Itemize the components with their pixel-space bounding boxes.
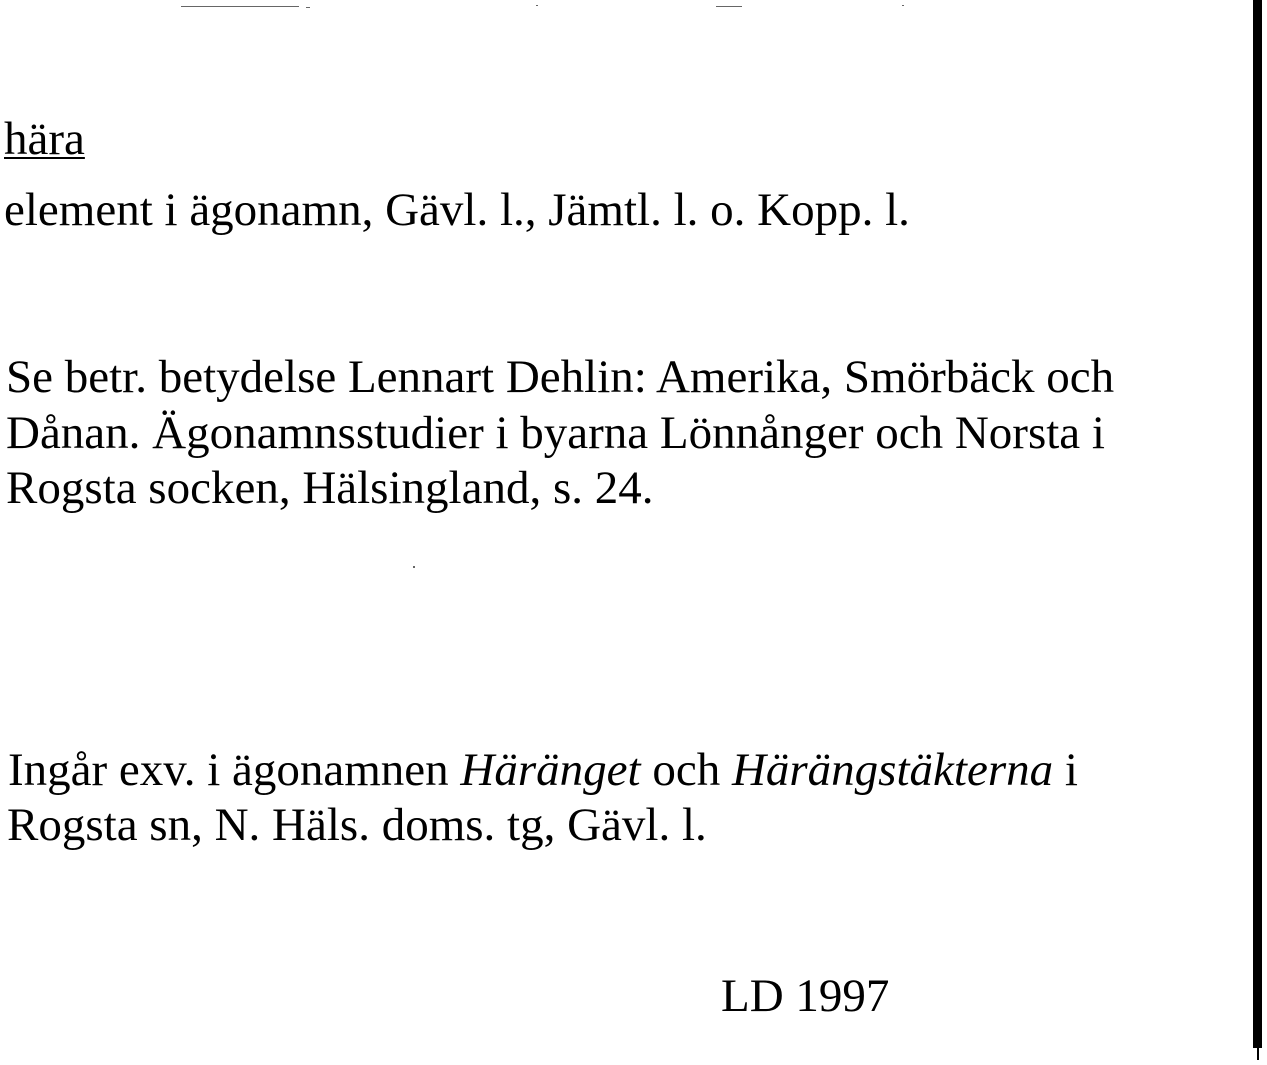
scan-artifact xyxy=(716,6,742,7)
reference-line: Dånan. Ägonamnsstudier i byarna Lönnånger och Norsta i xyxy=(6,407,1105,459)
headword: hära xyxy=(4,113,85,165)
scan-edge-bar xyxy=(1253,0,1262,1048)
example-line xyxy=(8,744,1078,796)
example-text: i xyxy=(1053,744,1078,796)
signature: LD 1997 xyxy=(721,970,890,1022)
definition-text: element i ägonamn, Gävl. l., Jämtl. l. o. Kopp. l. xyxy=(4,184,910,236)
scan-artifact xyxy=(413,566,415,568)
scan-artifact xyxy=(306,7,310,8)
scan-artifact xyxy=(181,6,299,7)
scan-artifact xyxy=(536,5,538,6)
reference-line: Se betr. betydelse Lennart Dehlin: Amerika, Smörbäck och xyxy=(6,351,1115,403)
example-text: och xyxy=(640,744,732,796)
example-text: Ingår exv. i ägonamnen xyxy=(8,744,461,796)
scan-artifact xyxy=(902,5,904,6)
example-line: Rogsta sn, N. Häls. doms. tg, Gävl. l. xyxy=(7,799,707,851)
scan-edge-line xyxy=(1257,1048,1259,1060)
place-name: Häränget xyxy=(460,744,641,796)
place-name: Härängstäkterna xyxy=(731,744,1054,796)
reference-line: Rogsta socken, Hälsingland, s. 24. xyxy=(6,462,654,514)
